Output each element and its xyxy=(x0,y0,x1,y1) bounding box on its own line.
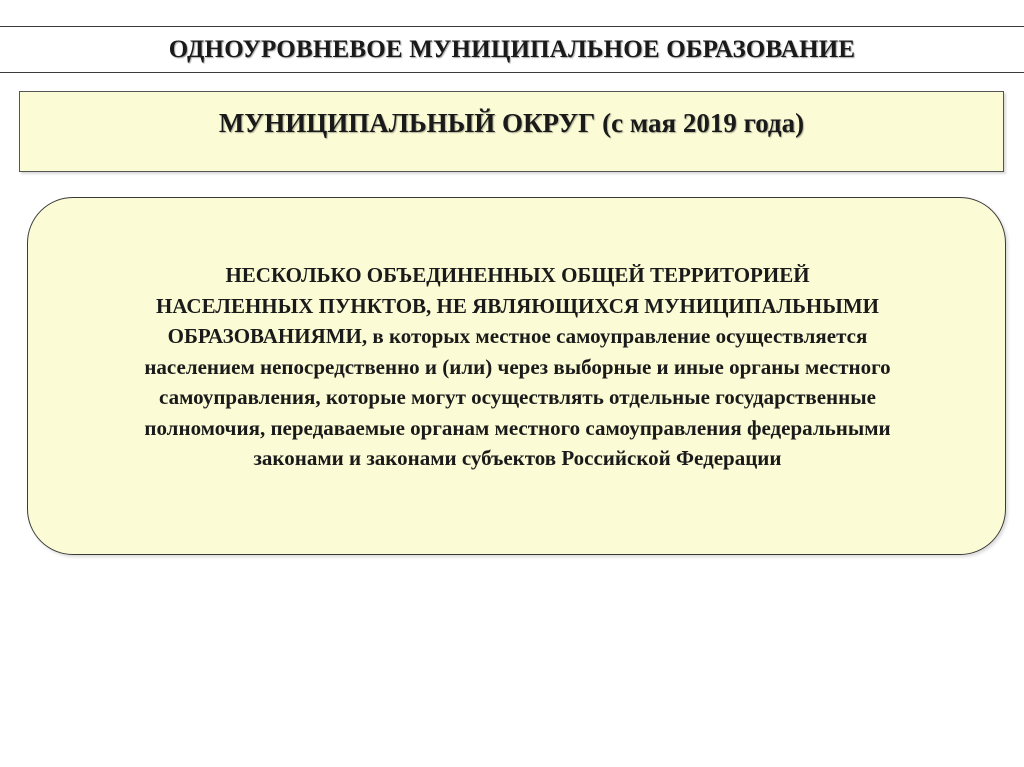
definition-box xyxy=(27,197,1006,555)
definition-line: НЕСКОЛЬКО ОБЪЕДИНЕННЫХ ОБЩЕЙ ТЕРРИТОРИЕЙ xyxy=(225,263,810,287)
definition-line: законами и законами субъектов Российской Федерации xyxy=(253,446,782,470)
definition-line: населением непосредственно и (или) через выборные и иные органы местного xyxy=(144,354,891,379)
subtitle-text: МУНИЦИПАЛЬНЫЙ ОКРУГ (с мая 2019 года) xyxy=(218,108,805,138)
title-top-rule xyxy=(0,26,1024,27)
definition-line xyxy=(68,321,967,352)
definition-line: полномочия, передаваемые органам местного самоуправления федеральными xyxy=(144,415,891,440)
definition-line: самоуправления, которые могут осуществлять отдельные государственные xyxy=(159,385,876,409)
definition-text xyxy=(68,260,967,474)
definition-line-rest: , в которых местное самоуправление осуществляется xyxy=(361,324,868,348)
title-bottom-rule xyxy=(0,72,1024,73)
definition-emphasis: ОБРАЗОВАНИЯМИ xyxy=(167,324,362,348)
definition-line: НАСЕЛЕННЫХ ПУНКТОВ, НЕ ЯВЛЯЮЩИХСЯ МУНИЦИПАЛЬНЫМИ xyxy=(155,293,880,318)
subtitle-box xyxy=(19,91,1004,172)
slide-title: ОДНОУРОВНЕВОЕ МУНИЦИПАЛЬНОЕ ОБРАЗОВАНИЕ xyxy=(168,36,856,63)
